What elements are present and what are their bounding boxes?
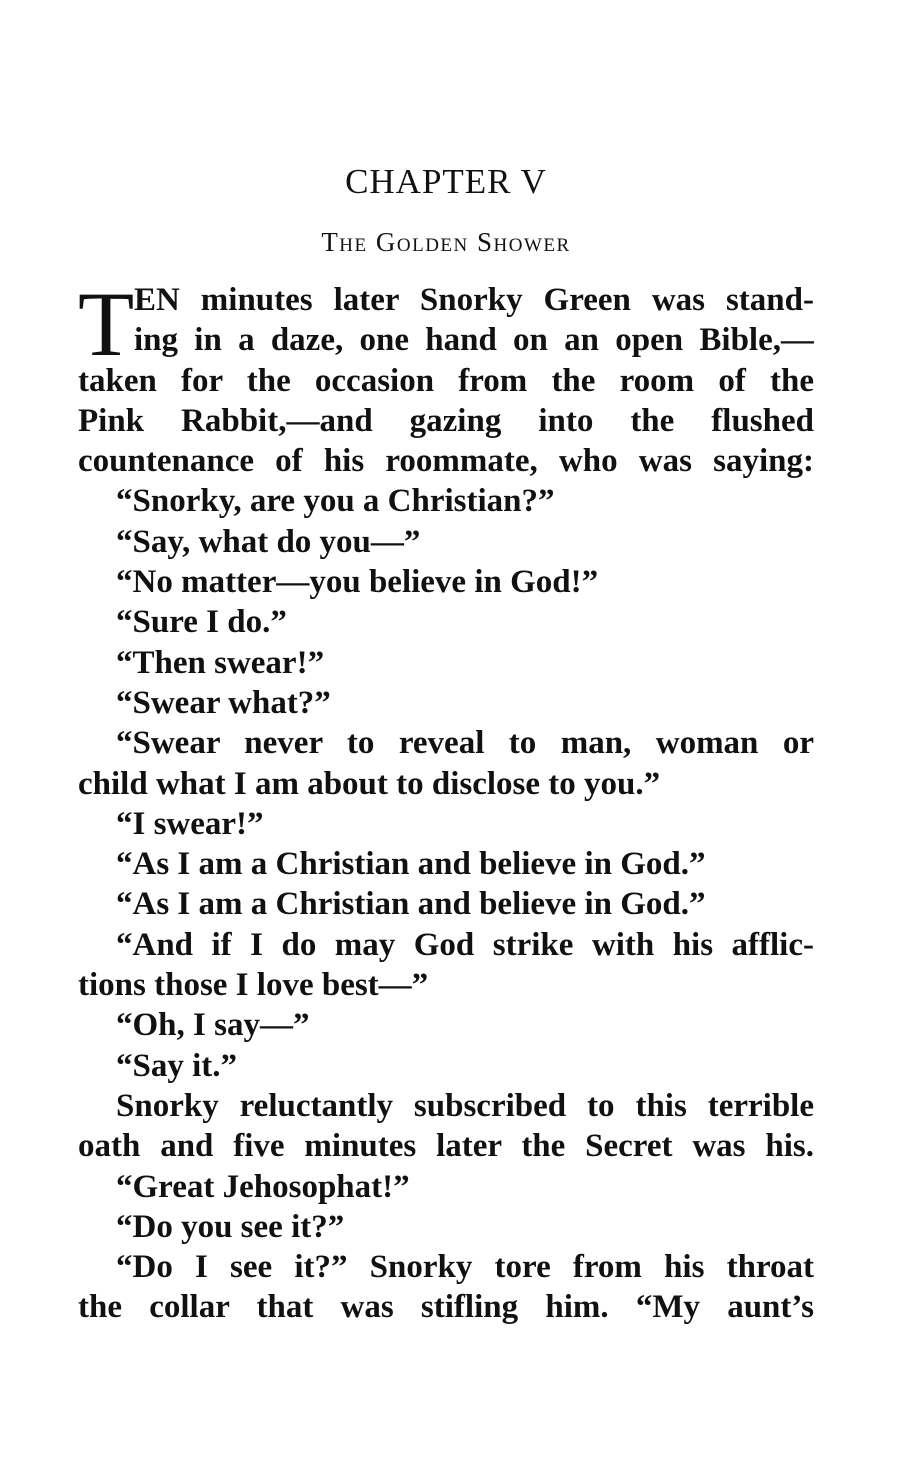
text-line: the collar that was stifling him. “My aunt’s xyxy=(78,1289,814,1326)
body-text xyxy=(78,273,814,1328)
drop-cap: T xyxy=(78,273,135,375)
text-line: Pink Rabbit,—and gazing into the flushed xyxy=(78,402,814,439)
text-line: “I swear!” xyxy=(116,805,264,842)
text-line: “No matter—you believe in God!” xyxy=(116,564,599,601)
text-line: “Swear never to reveal to man, woman or xyxy=(116,725,814,762)
text-line: “And if I do may God strike with his afflic- xyxy=(116,926,814,963)
text-line: ing in a daze, one hand on an open Bible,— xyxy=(134,322,814,359)
text-line: tions those I love best—” xyxy=(78,967,429,1004)
text-line: “Say, what do you—” xyxy=(116,523,421,560)
book-page xyxy=(78,0,814,1462)
text-line: taken for the occasion from the room of the xyxy=(78,362,814,399)
text-line: “Do I see it?” Snorky tore from his throat xyxy=(116,1249,814,1286)
chapter-heading: CHAPTER V xyxy=(345,162,547,201)
text-line: countenance of his roommate, who was saying: xyxy=(78,443,814,480)
text-line: “Oh, I say—” xyxy=(116,1007,310,1044)
text-line: “As I am a Christian and believe in God.” xyxy=(116,846,706,883)
text-line: “Sure I do.” xyxy=(116,604,287,641)
text-line: “Snorky, are you a Christian?” xyxy=(116,483,555,520)
text-line: “Do you see it?” xyxy=(116,1208,345,1245)
opening-paragraph xyxy=(78,273,814,481)
text-line: “Swear what?” xyxy=(116,684,331,721)
text-line: child what I am about to disclose to you.” xyxy=(78,765,661,802)
chapter-title: The Golden Shower xyxy=(321,227,571,257)
text-line: EN minutes later Snorky Green was stand- xyxy=(134,282,814,318)
text-line: “As I am a Christian and believe in God.” xyxy=(116,886,706,923)
text-line: “Then swear!” xyxy=(116,644,325,681)
text-line: “Say it.” xyxy=(116,1047,238,1084)
text-line: Snorky reluctantly subscribed to this terrible xyxy=(116,1087,814,1124)
text-line: oath and five minutes later the Secret was his. xyxy=(78,1128,814,1165)
text-line: “Great Jehosophat!” xyxy=(116,1168,410,1205)
